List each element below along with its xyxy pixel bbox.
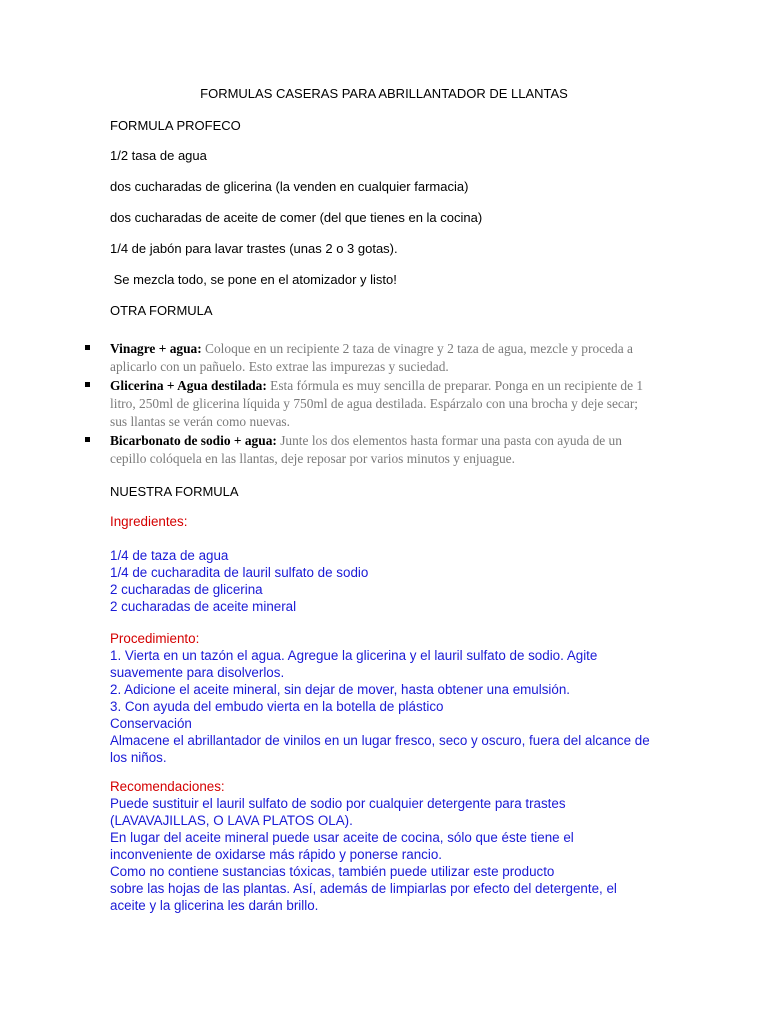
bullet-head: Vinagre + agua: [110, 341, 202, 356]
conservacion-heading: Conservación [110, 716, 192, 731]
conservacion-line: los niños. [110, 750, 167, 765]
bullet-icon [85, 382, 90, 387]
spacer [110, 530, 670, 547]
ingrediente-item: 2 cucharadas de glicerina [110, 582, 263, 597]
profeco-line-1: 1/2 tasa de agua [110, 148, 207, 163]
otra-bullet-list [85, 340, 655, 469]
ingrediente-item: 1/4 de cucharadita de lauril sulfato de sodio [110, 565, 369, 580]
otra-heading: OTRA FORMULA [110, 303, 213, 318]
recomendacion-line: Puede sustituir el lauril sulfato de sodio por cualquier detergente para trastes [110, 796, 566, 811]
bullet-body: Junte los dos elementos hasta formar una pasta con ayuda de un cepillo colóquela en las llantas, deje reposar por varios minutos y enjuague. [110, 433, 622, 466]
profeco-line-4: 1/4 de jabón para lavar trastes (unas 2 o 3 gotas). [110, 241, 398, 256]
ingrediente-item: 2 cucharadas de aceite mineral [110, 599, 297, 614]
profeco-heading: FORMULA PROFECO [110, 118, 241, 133]
recomendaciones-section [110, 778, 670, 914]
document-title: FORMULAS CASERAS PARA ABRILLANTADOR DE LLANTAS [200, 86, 568, 101]
list-item [85, 432, 655, 468]
bullet-head: Bicarbonato de sodio + agua: [110, 433, 277, 448]
recomendacion-line: aceite y la glicerina les darán brillo. [110, 898, 319, 913]
recomendacion-line: En lugar del aceite mineral puede usar aceite de cocina, sólo que éste tiene el [110, 830, 574, 845]
bullet-icon [85, 345, 90, 350]
recomendaciones-label: Recomendaciones: [110, 779, 225, 794]
ingrediente-item: 1/4 de taza de agua [110, 548, 229, 563]
procedimiento-line: 2. Adicione el aceite mineral, sin dejar de mover, hasta obtener una emulsión. [110, 682, 571, 697]
list-item [85, 377, 655, 431]
profeco-line-3: dos cucharadas de aceite de comer (del que tienes en la cocina) [110, 210, 483, 225]
conservacion-line: Almacene el abrillantador de vinilos en un lugar fresco, seco y oscuro, fuera del alcance de [110, 733, 650, 748]
recomendacion-line: (LAVAVAJILLAS, O LAVA PLATOS OLA). [110, 813, 353, 828]
procedimiento-section [110, 630, 670, 766]
profeco-line-5: Se mezcla todo, se pone en el atomizador y listo! [110, 272, 397, 287]
bullet-body: Coloque en un recipiente 2 taza de vinagre y 2 taza de agua, mezcle y proceda a aplicarlo con un pañuelo. Esto extrae las impurezas y suciedad. [110, 341, 633, 374]
procedimiento-line: 1. Vierta en un tazón el agua. Agregue la glicerina y el lauril sulfato de sodio. Agite [110, 648, 598, 663]
bullet-icon [85, 437, 90, 442]
list-item [85, 340, 655, 376]
ingredientes-label: Ingredientes: [110, 514, 188, 529]
recomendacion-line: Como no contiene sustancias tóxicas, también puede utilizar este producto [110, 864, 555, 879]
procedimiento-line: suavemente para disolverlos. [110, 665, 285, 680]
recomendacion-line: sobre las hojas de las plantas. Así, además de limpiarlas por efecto del detergente, el [110, 881, 617, 896]
procedimiento-line: 3. Con ayuda del embudo vierta en la botella de plástico [110, 699, 444, 714]
recomendacion-line: inconveniente de oxidarse más rápido y ponerse rancio. [110, 847, 442, 862]
bullet-head: Glicerina + Agua destilada: [110, 378, 267, 393]
nuestra-heading: NUESTRA FORMULA [110, 484, 239, 499]
profeco-line-2: dos cucharadas de glicerina (la venden en cualquier farmacia) [110, 179, 469, 194]
ingredientes-section [110, 513, 670, 615]
bullet-body: Esta fórmula es muy sencilla de preparar. Ponga en un recipiente de 1 litro, 250ml de glicerina líquida y 750ml de agua destilada. Espárzalo con una brocha y deje secar; sus llantas se verán como nuevas. [110, 378, 644, 429]
procedimiento-label: Procedimiento: [110, 631, 200, 646]
